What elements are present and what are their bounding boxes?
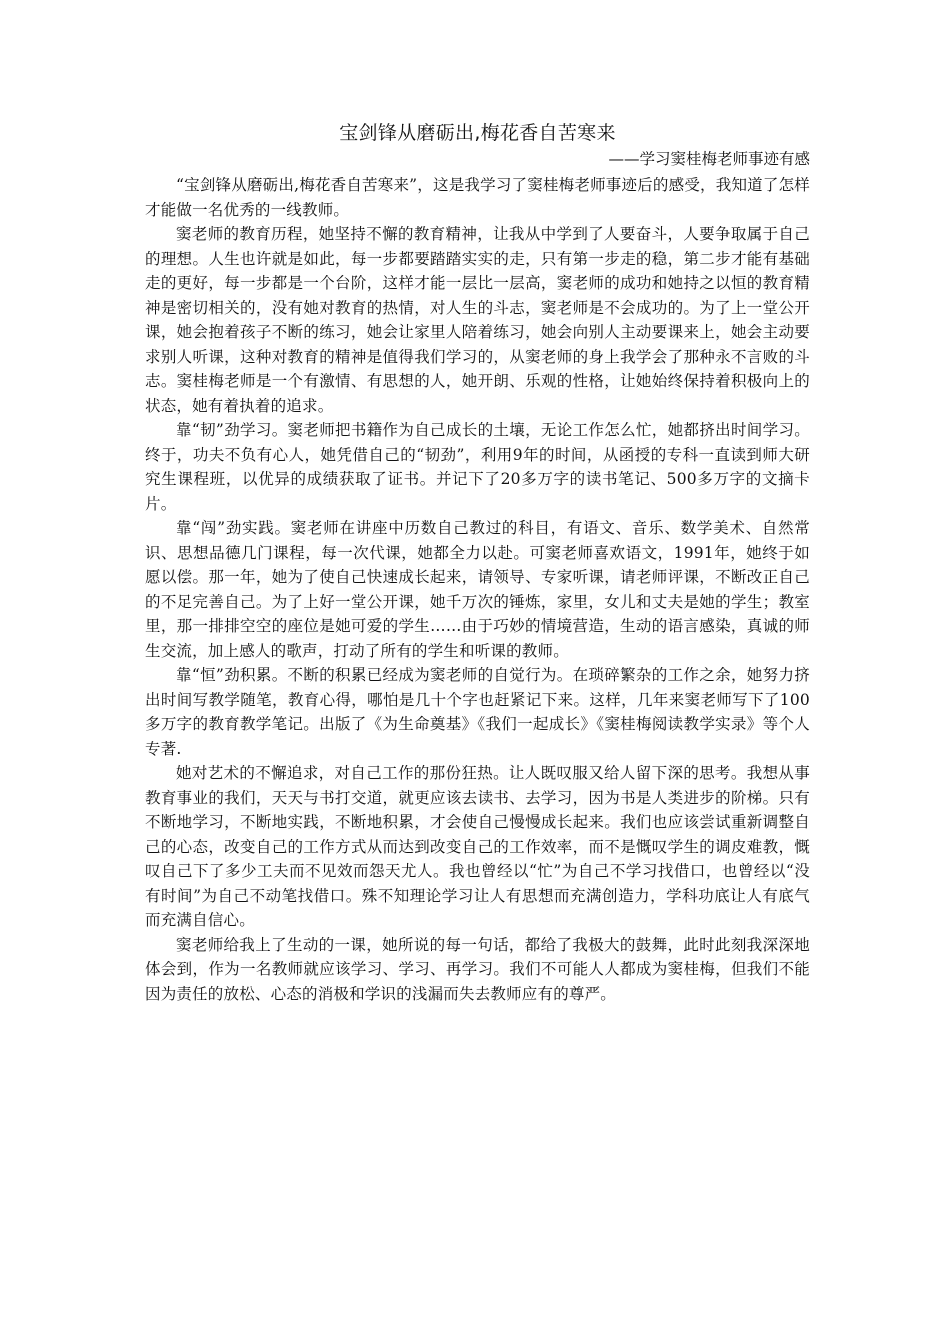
paragraph-bold-practice: 靠“闯”劲实践。窦老师在讲座中历数自己教过的科目，有语文、音乐、数学美术、自然常识、思想品德几门课程，每一次代课，她都全力以赴。可窦老师喜欢语文，1991年，她终于如愿以偿。那一年，她为了使自己快速成长起来，请领导、专家听课，请老师评课，不断改正自己的不足完善自己。为了上好一堂公开课，她千万次的锤炼，家里，女儿和丈夫是她的学生；教室里，那一排排空空的座位是她可爱的学生……由于巧妙的情境营造，生动的语言感染，真诚的师生交流，加上感人的歌声，打动了所有的学生和听课的教师。 bbox=[145, 519, 810, 660]
document-subtitle: ——学习窦桂梅老师事迹有感 bbox=[608, 150, 810, 168]
paragraph-conclusion: 窦老师给我上了生动的一课，她所说的每一句话，都给了我极大的鼓舞，此时此刻我深深地体会到，作为一名教师就应该学习、学习、再学习。我们不可能人人都成为窦桂梅，但我们不能因为责任的放松、心态的消极和学识的浅漏而失去教师应有的尊严。 bbox=[145, 935, 810, 1003]
paragraph-perseverance-study: 靠“韧”劲学习。窦老师把书籍作为自己成长的土壤，无论工作怎么忙，她都挤出时间学习。终于，功夫不负有心人，她凭借自己的“韧劲”，利用9年的时间，从函授的专科一直读到师大研究生课程班，以优异的成绩获取了证书。并记下了20多万字的读书笔记、500多万字的文摘卡片。 bbox=[145, 421, 810, 513]
document-body bbox=[145, 173, 810, 1006]
paragraph-teaching-journey: 窦老师的教育历程，她坚持不懈的教育精神，让我从中学到了人要奋斗，人要争取属于自己的理想。人生也许就是如此，每一步都要踏踏实实的走，只有第一步走的稳，第二步才能有基础走的更好，每一步都是一个台阶，这样才能一层比一层高，窦老师的成功和她持之以恒的教育精神是密切相关的，没有她对教育的热情，对人生的斗志，窦老师是不会成功的。为了上一堂公开课，她会抱着孩子不断的练习，她会让家里人陪着练习，她会向别人主动要课来上，她会主动要求别人听课，这种对教育的精神是值得我们学习的，从窦老师的身上我学会了那种永不言败的斗志。窦桂梅老师是一个有激情、有思想的人，她开朗、乐观的性格，让她始终保持着积极向上的状态，她有着执着的追求。 bbox=[145, 225, 810, 415]
document-title: 宝剑锋从磨砺出,梅花香自苦寒来 bbox=[339, 122, 616, 144]
paragraph-intro: “宝剑锋从磨砺出,梅花香自苦寒来”，这是我学习了窦桂梅老师事迹后的感受，我知道了怎样才能做一名优秀的一线教师。 bbox=[145, 176, 810, 219]
paragraph-reflection: 她对艺术的不懈追求，对自己工作的那份狂热。让人既叹服又给人留下深的思考。我想从事教育事业的我们，天天与书打交道，就更应该去读书、去学习，因为书是人类进步的阶梯。只有不断地学习，不断地实践，不断地积累，才会使自己慢慢成长起来。我们也应该尝试重新调整自己的心态，改变自己的工作方式从而达到改变自己的工作效率，而不是慨叹学生的调皮难教，慨叹自己下了多少工夫而不见效而怨天尤人。我也曾经以“忙”为自己不学习找借口，也曾经以“没有时间”为自己不动笔找借口。殊不知理论学习让人有思想而充满创造力，学科功底让人有底气而充满自信心。 bbox=[145, 764, 810, 929]
paragraph-constant-accumulation: 靠“恒”劲积累。不断的积累已经成为窦老师的自觉行为。在琐碎繁杂的工作之余，她努力挤出时间写教学随笔，教育心得，哪怕是几十个字也赶紧记下来。这样，几年来窦老师写下了100多万字的教育教学笔记。出版了《为生命奠基》《我们一起成长》《窦桂梅阅读教学实录》等个人专著. bbox=[145, 666, 810, 758]
